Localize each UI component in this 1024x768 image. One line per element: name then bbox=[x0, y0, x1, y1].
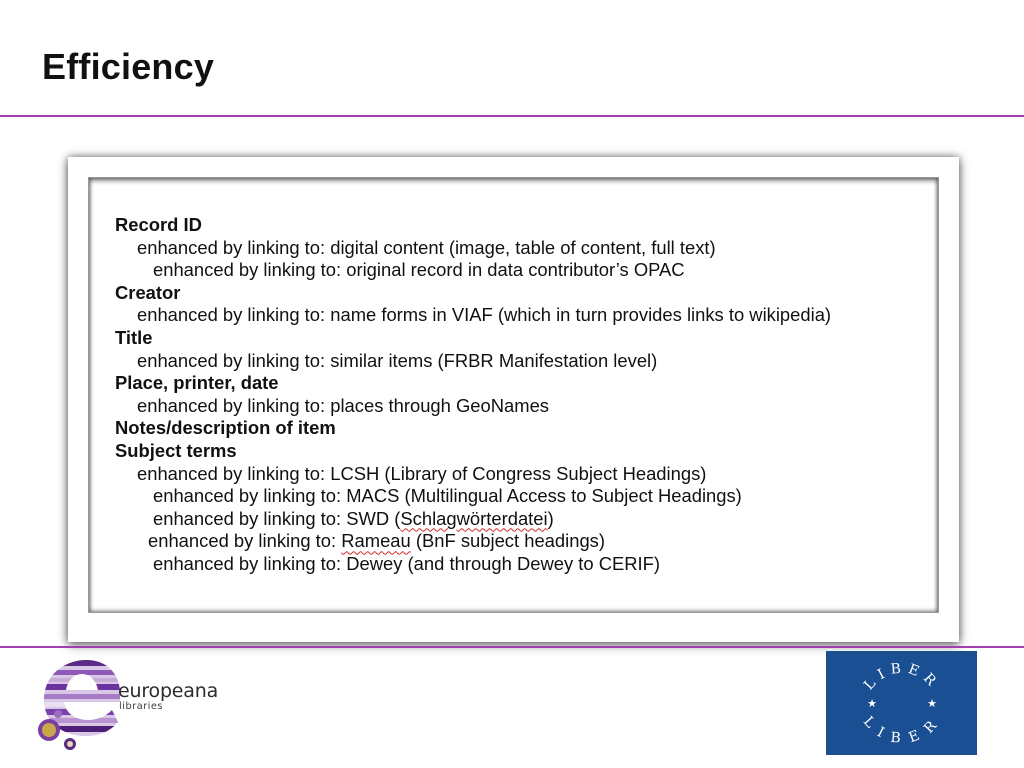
europeana-wordmark: europeana bbox=[118, 680, 219, 702]
swd-suffix: ) bbox=[547, 507, 554, 529]
enhancement-line-swd bbox=[115, 508, 831, 531]
svg-text:LIBER bbox=[860, 714, 944, 747]
title-divider bbox=[0, 115, 1024, 117]
field-heading-record-id: Record ID bbox=[115, 214, 202, 235]
europeana-e-icon bbox=[36, 656, 126, 752]
field-heading-creator: Creator bbox=[115, 281, 181, 303]
liber-emblem-icon bbox=[826, 651, 977, 755]
liber-logo bbox=[826, 651, 977, 755]
spellcheck-word-rameau: Rameau bbox=[341, 530, 411, 552]
enhancement-line: enhanced by linking to: LCSH (Library of Congress Subject Headings) bbox=[137, 462, 707, 484]
record-field-list bbox=[115, 214, 831, 576]
enhancement-line: enhanced by linking to: digital content (image, table of content, full text) bbox=[137, 236, 716, 258]
footer-divider bbox=[0, 646, 1024, 648]
enhancement-line: enhanced by linking to: places through GeoNames bbox=[137, 394, 550, 416]
enhancement-line-dewey: enhanced by linking to: Dewey (and through Dewey to CERIF) bbox=[153, 552, 661, 574]
svg-text:LIBER bbox=[861, 660, 943, 693]
enhancement-line-rameau bbox=[115, 530, 831, 553]
enhancement-line: enhanced by linking to: original record in data contributor’s OPAC bbox=[153, 259, 685, 281]
slide-title: Efficiency bbox=[42, 46, 215, 87]
field-heading-notes: Notes/description of item bbox=[115, 417, 336, 439]
spellcheck-word-schlagworterdatei: Schlagwörterdatei bbox=[400, 507, 548, 529]
star-icon: ★ bbox=[867, 697, 877, 710]
field-heading-subject-terms: Subject terms bbox=[115, 439, 237, 461]
enhancement-line: enhanced by linking to: name forms in VIAF (which in turn provides links to wikipedia) bbox=[137, 304, 832, 326]
field-heading-place-printer-date: Place, printer, date bbox=[115, 372, 279, 394]
liber-text-top: LIBER bbox=[861, 660, 943, 694]
enhancement-line: enhanced by linking to: MACS (Multilingual Access to Subject Headings) bbox=[153, 485, 742, 507]
rameau-suffix: (BnF subject headings) bbox=[410, 530, 605, 552]
swd-prefix: enhanced by linking to: SWD ( bbox=[153, 507, 401, 529]
enhancement-line: enhanced by linking to: similar items (FRBR Manifestation level) bbox=[137, 349, 658, 371]
liber-text-bottom: LIBER bbox=[859, 713, 945, 748]
star-icon: ★ bbox=[927, 697, 937, 710]
field-heading-title: Title bbox=[115, 326, 153, 348]
europeana-subtitle: libraries bbox=[119, 701, 163, 712]
record-screenshot-frame bbox=[68, 157, 959, 642]
rameau-prefix: enhanced by linking to: bbox=[148, 530, 342, 552]
record-screenshot bbox=[88, 177, 939, 613]
